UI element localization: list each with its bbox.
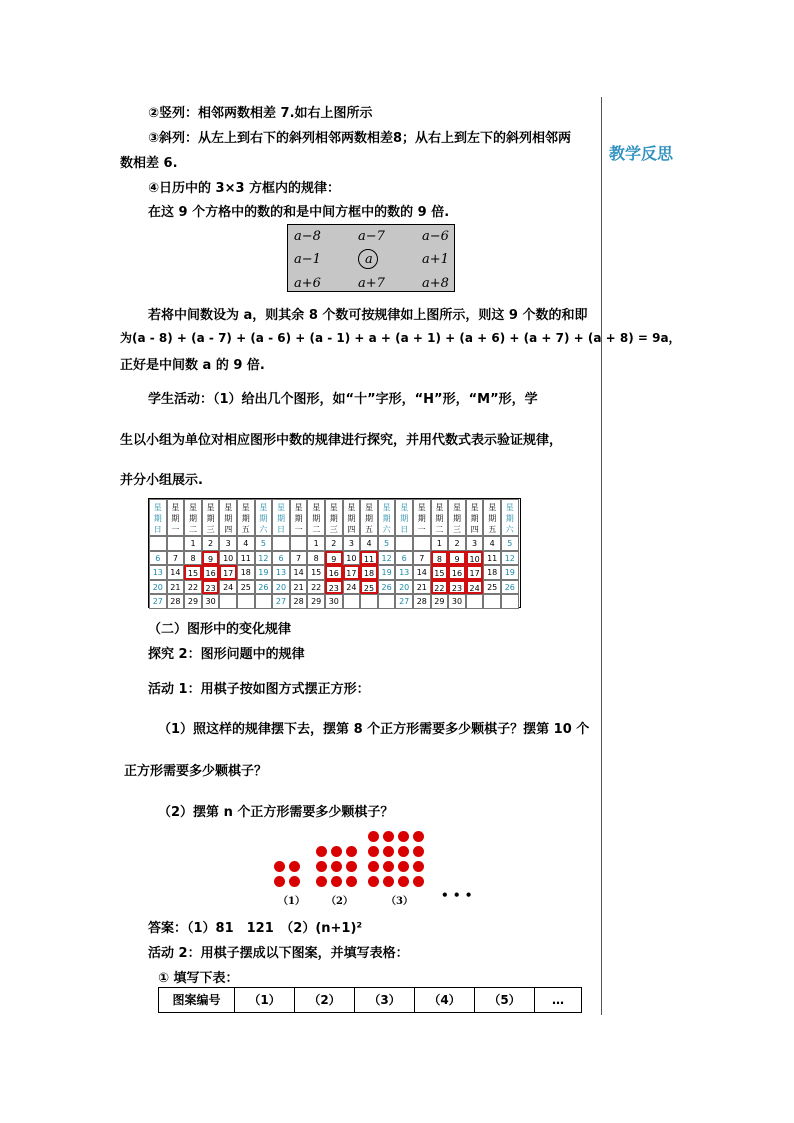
text-line-10: 生以小组为单位对相应图形中数的规律进行探究，并用代数式表示验证规律， xyxy=(120,433,563,448)
calendar-day-cell: 29 xyxy=(184,594,202,609)
calendar-day-cell: 11 xyxy=(237,551,255,566)
calendar-day-cell: 6 xyxy=(149,551,167,566)
calendar-day-cell xyxy=(378,594,396,609)
calendar-weekday-header: 星 期 一 xyxy=(167,499,185,536)
text-line-18: 答案：（1）81 121 （2）(n+1)² xyxy=(148,921,363,936)
chess-piece-dot xyxy=(413,876,424,887)
chess-piece-dot xyxy=(413,846,424,857)
table-cell: （3） xyxy=(355,988,415,1012)
calendar-day-cell: 8 xyxy=(184,551,202,566)
calendar-day-cell: 16 xyxy=(325,565,343,580)
grid-cell: a+8 xyxy=(422,276,449,291)
chess-piece-dot xyxy=(413,831,424,842)
table-cell: … xyxy=(552,993,564,1007)
calendar-day-cell: 30 xyxy=(325,594,343,609)
calendar-day-cell: 23 xyxy=(202,580,220,595)
calendar-day-cell: 21 xyxy=(290,580,308,595)
chess-piece-dot xyxy=(346,861,357,872)
calendar-day-cell: 14 xyxy=(290,565,308,580)
chess-piece-dot xyxy=(368,876,379,887)
calendar-day-cell: 24 xyxy=(466,580,484,595)
calendar-day-cell: 4 xyxy=(360,536,378,551)
calendar-day-cell: 10 xyxy=(219,551,237,566)
calendar-day-cell: 25 xyxy=(360,580,378,595)
calendar-day-cell: 16 xyxy=(448,565,466,580)
table-cell: （4） xyxy=(415,988,475,1012)
calendar-day-cell: 22 xyxy=(431,580,449,595)
table-header-cell: 图案编号 xyxy=(159,988,235,1012)
text-line-16: 正方形需要多少颗棋子？ xyxy=(124,764,268,779)
calendar-day-cell: 27 xyxy=(272,594,290,609)
center-circle xyxy=(358,249,378,269)
calendar-day-cell: 11 xyxy=(483,551,501,566)
chess-piece-dot xyxy=(368,861,379,872)
calendar-day-cell: 16 xyxy=(202,565,220,580)
calendar-day-cell: 7 xyxy=(413,551,431,566)
calendar-day-cell xyxy=(149,536,167,551)
calendar-day-cell: 22 xyxy=(307,580,325,595)
calendar-day-cell: 3 xyxy=(466,536,484,551)
calendar-day-cell: 10 xyxy=(466,551,484,566)
calendar-day-cell: 11 xyxy=(360,551,378,566)
calendar-day-cell xyxy=(466,594,484,609)
calendar-day-cell: 19 xyxy=(255,565,273,580)
text-line-11: 并分小组展示. xyxy=(120,473,203,488)
calendar-day-cell: 5 xyxy=(255,536,273,551)
calendar-day-cell: 24 xyxy=(219,580,237,595)
calendar-day-cell: 6 xyxy=(395,551,413,566)
grid-cell: a−6 xyxy=(422,229,449,244)
calendar-day-cell: 5 xyxy=(378,536,396,551)
calendar-day-cell: 21 xyxy=(167,580,185,595)
calendar-day-cell: 9 xyxy=(202,551,220,566)
calendar-day-cell: 13 xyxy=(395,565,413,580)
text-line-3: 数相差 6. xyxy=(120,156,178,171)
fill-table xyxy=(158,987,582,1013)
calendar-day-cell: 14 xyxy=(413,565,431,580)
calendar-day-cell: 17 xyxy=(343,565,361,580)
calendar-day-cell: 15 xyxy=(431,565,449,580)
calendar-day-cell xyxy=(255,594,273,609)
calendar-day-cell: 2 xyxy=(202,536,220,551)
calendar-day-cell: 1 xyxy=(184,536,202,551)
calendar-day-cell: 7 xyxy=(167,551,185,566)
calendar-day-cell: 24 xyxy=(343,580,361,595)
calendar-weekday-header: 星 期 二 xyxy=(184,499,202,536)
calendar-day-cell: 19 xyxy=(501,565,519,580)
chess-piece-dot xyxy=(316,876,327,887)
calendar-day-cell: 27 xyxy=(149,594,167,609)
grid-cell: a+6 xyxy=(294,276,321,291)
calendar-day-cell: 18 xyxy=(360,565,378,580)
calendar-day-cell: 15 xyxy=(307,565,325,580)
calendar-day-cell: 10 xyxy=(343,551,361,566)
grid-cell: a−7 xyxy=(358,229,385,244)
calendar-day-cell: 22 xyxy=(184,580,202,595)
calendar-weekday-header: 星 期 三 xyxy=(202,499,220,536)
text-line-5: 在这 9 个方格中的数的和是中间方框中的数的 9 倍. xyxy=(148,205,450,220)
chess-piece-dot xyxy=(398,846,409,857)
calendar-day-cell: 4 xyxy=(483,536,501,551)
calendar-day-cell: 30 xyxy=(448,594,466,609)
calendar-day-cell: 18 xyxy=(483,565,501,580)
calendar-weekday-header: 星 期 六 xyxy=(255,499,273,536)
text-line-9: 学生活动：（1）给出几个图形，如“十”字形，“H”形，“M”形，学 xyxy=(148,392,538,407)
calendar-day-cell: 12 xyxy=(501,551,519,566)
table-cell: （5） xyxy=(475,988,535,1012)
text-line-1: ②竖列：相邻两数相差 7.如右上图所示 xyxy=(148,106,373,121)
calendar-weekday-header: 星 期 四 xyxy=(219,499,237,536)
calendar-day-cell: 26 xyxy=(378,580,396,595)
calendar-day-cell: 27 xyxy=(395,594,413,609)
calendar-day-cell: 3 xyxy=(219,536,237,551)
calendar-day-cell: 9 xyxy=(325,551,343,566)
calendar-day-cell: 29 xyxy=(307,594,325,609)
text-line-17: （2）摆第 n 个正方形需要多少颗棋子？ xyxy=(158,805,394,820)
calendar-day-cell xyxy=(483,594,501,609)
calendar-weekday-header: 星 期 一 xyxy=(413,499,431,536)
calendar-day-cell: 28 xyxy=(413,594,431,609)
calendar-day-cell xyxy=(237,594,255,609)
calendar-day-cell: 25 xyxy=(483,580,501,595)
text-line-4: ④日历中的 3×3 方框内的规律： xyxy=(148,181,341,196)
chess-piece-dot xyxy=(346,846,357,857)
calendar-day-cell: 17 xyxy=(219,565,237,580)
table-cell: （2） xyxy=(295,988,355,1012)
chess-piece-dot xyxy=(413,861,424,872)
calendar-day-cell: 4 xyxy=(237,536,255,551)
calendar-day-cell: 5 xyxy=(501,536,519,551)
pattern-label-1: （1） xyxy=(278,896,305,907)
calendar-day-cell xyxy=(395,536,413,551)
calendar-weekday-header: 星 期 日 xyxy=(272,499,290,536)
chess-piece-dot xyxy=(383,846,394,857)
calendar-day-cell: 1 xyxy=(307,536,325,551)
chess-piece-dot xyxy=(289,861,300,872)
chess-piece-dot xyxy=(398,831,409,842)
text-line-15: （1）照这样的规律摆下去，摆第 8 个正方形需要多少颗棋子？摆第 10 个 xyxy=(158,722,590,737)
calendar-day-cell: 23 xyxy=(448,580,466,595)
calendar-day-cell: 20 xyxy=(272,580,290,595)
chess-piece-dot xyxy=(331,846,342,857)
calendar-day-cell: 26 xyxy=(501,580,519,595)
calendar-day-cell: 28 xyxy=(290,594,308,609)
chess-piece-dot xyxy=(331,876,342,887)
chess-piece-dot xyxy=(316,846,327,857)
calendar-day-cell: 25 xyxy=(237,580,255,595)
calendar-weekday-header: 星 期 五 xyxy=(483,499,501,536)
calendar-weekday-header: 星 期 日 xyxy=(149,499,167,536)
calendar-figure xyxy=(148,498,521,608)
calendar-day-cell: 2 xyxy=(325,536,343,551)
text-line-6: 若将中间数设为 a，则其余 8 个数可按规律如上图所示，则这 9 个数的和即 xyxy=(148,308,588,323)
calendar-day-cell: 26 xyxy=(255,580,273,595)
calendar-day-cell: 15 xyxy=(184,565,202,580)
calendar-day-cell: 21 xyxy=(413,580,431,595)
calendar-day-cell: 9 xyxy=(448,551,466,566)
chess-piece-dot xyxy=(383,861,394,872)
calendar-day-cell: 13 xyxy=(272,565,290,580)
calendar-day-cell: 1 xyxy=(431,536,449,551)
calendar-weekday-header: 星 期 一 xyxy=(290,499,308,536)
calendar-weekday-header: 星 期 五 xyxy=(237,499,255,536)
calendar-day-cell: 8 xyxy=(431,551,449,566)
calendar-day-cell: 8 xyxy=(307,551,325,566)
chess-piece-dot xyxy=(331,861,342,872)
calendar-day-cell: 3 xyxy=(343,536,361,551)
chess-piece-dot xyxy=(368,831,379,842)
chess-piece-dot xyxy=(346,876,357,887)
calendar-day-cell xyxy=(360,594,378,609)
side-title: 教学反思 xyxy=(609,144,674,163)
calendar-weekday-header: 星 期 六 xyxy=(501,499,519,536)
grid-cell-center: a xyxy=(365,252,373,267)
chess-piece-dot xyxy=(274,876,285,887)
ellipsis: • • • xyxy=(441,888,473,902)
calendar-day-cell: 7 xyxy=(290,551,308,566)
calendar-day-cell: 23 xyxy=(325,580,343,595)
calendar-day-cell xyxy=(219,594,237,609)
calendar-day-cell: 17 xyxy=(466,565,484,580)
calendar-day-cell: 20 xyxy=(149,580,167,595)
calendar-day-cell: 30 xyxy=(202,594,220,609)
chess-piece-dot xyxy=(398,876,409,887)
calendar-day-cell: 2 xyxy=(448,536,466,551)
chess-piece-dot xyxy=(383,831,394,842)
calendar-weekday-header: 星 期 五 xyxy=(360,499,378,536)
grid-cell: a+1 xyxy=(422,252,449,267)
text-line-7: 为(a - 8) + (a - 7) + (a - 6) + (a - 1) + a + (a + 1) + (a + 6) + (a + 7) + (a + 8) = 9a， xyxy=(120,331,681,345)
calendar-day-cell xyxy=(501,594,519,609)
calendar-day-cell: 28 xyxy=(167,594,185,609)
calendar-day-cell: 6 xyxy=(272,551,290,566)
calendar-day-cell xyxy=(290,536,308,551)
calendar-weekday-header: 星 期 六 xyxy=(378,499,396,536)
text-line-8: 正好是中间数 a 的 9 倍. xyxy=(120,358,265,373)
grid-cell: a−8 xyxy=(294,229,321,244)
calendar-weekday-header: 星 期 四 xyxy=(343,499,361,536)
calendar-weekday-header: 星 期 日 xyxy=(395,499,413,536)
calendar-weekday-header: 星 期 二 xyxy=(307,499,325,536)
text-line-14: 活动 1：用棋子按如图方式摆正方形： xyxy=(148,682,370,697)
column-divider xyxy=(601,97,602,1015)
calendar-day-cell xyxy=(272,536,290,551)
pattern-label-3: （3） xyxy=(386,896,413,907)
grid-cell: a+7 xyxy=(358,276,385,291)
calendar-day-cell xyxy=(167,536,185,551)
text-line-12: （二）图形中的变化规律 xyxy=(148,622,292,637)
calendar-weekday-header: 星 期 四 xyxy=(466,499,484,536)
chess-piece-dot xyxy=(368,846,379,857)
chess-piece-dot xyxy=(383,876,394,887)
chess-piece-dot xyxy=(274,861,285,872)
calendar-day-cell: 20 xyxy=(395,580,413,595)
calendar-day-cell xyxy=(343,594,361,609)
calendar-day-cell: 12 xyxy=(255,551,273,566)
calendar-day-cell: 19 xyxy=(378,565,396,580)
pattern-label-2: （2） xyxy=(326,896,353,907)
text-line-13: 探究 2：图形问题中的规律 xyxy=(148,647,305,662)
text-line-19: 活动 2：用棋子摆成以下图案，并填写表格： xyxy=(148,946,409,961)
text-line-20: ① 填写下表： xyxy=(158,971,239,986)
calendar-day-cell: 14 xyxy=(167,565,185,580)
calendar-weekday-header: 星 期 三 xyxy=(448,499,466,536)
calendar-day-cell: 18 xyxy=(237,565,255,580)
grid-cell: a−1 xyxy=(294,252,321,267)
calendar-day-cell: 12 xyxy=(378,551,396,566)
calendar-weekday-header: 星 期 三 xyxy=(325,499,343,536)
chess-piece-dot xyxy=(289,876,300,887)
calendar-day-cell xyxy=(413,536,431,551)
chess-piece-dot xyxy=(398,861,409,872)
table-cell: （1） xyxy=(235,988,295,1012)
chess-piece-dot xyxy=(316,861,327,872)
text-line-2: ③斜列：从左上到右下的斜列相邻两数相差8；从右上到左下的斜列相邻两 xyxy=(148,131,572,146)
calendar-day-cell: 29 xyxy=(431,594,449,609)
calendar-weekday-header: 星 期 二 xyxy=(431,499,449,536)
calendar-day-cell: 13 xyxy=(149,565,167,580)
